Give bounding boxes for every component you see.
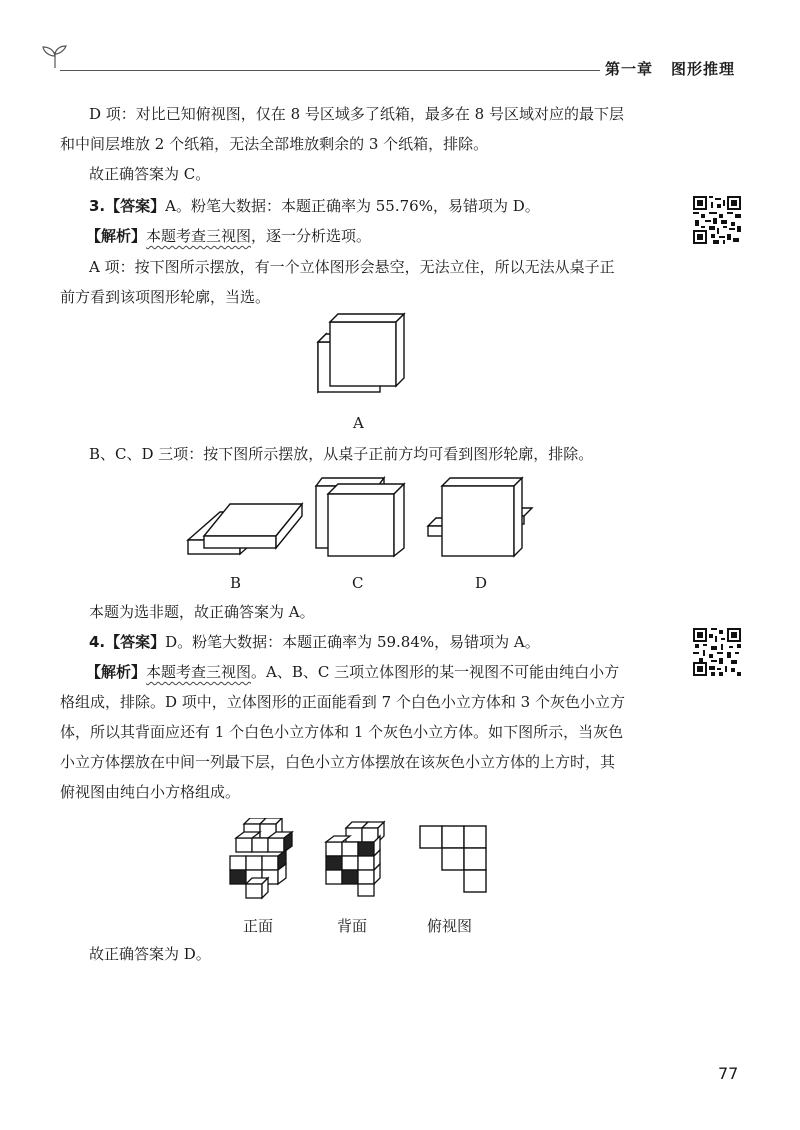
front-view-cubes [226,818,298,902]
chapter-title: 图形推理 [671,60,736,78]
text-line: 本题为选非题，故正确答案为 A。 [89,603,315,621]
qr-code-icon [693,628,741,676]
q4-analysis-keyphrase: 本题考查三视图 [146,663,252,681]
text-line: 小立方体摆放在中间一列最下层，白色小立方体摆放在该灰色小立方体的上方时，其 [60,753,616,771]
leaf-icon [40,44,70,70]
q4-analysis-tag: 【解析】 [86,663,147,681]
back-view-label: 背面 [337,917,368,935]
figure-a-label: A [353,414,364,432]
header-rule [60,70,600,71]
figure-a-diagram [310,312,410,408]
q4-analysis-line [86,662,619,682]
q3-analysis-keyphrase: 本题考查三视图 [146,227,252,245]
top-view-grid [418,824,490,894]
figure-b-diagram [184,494,310,560]
figure-d-diagram [424,476,536,560]
q3-answer-tag: 【答案】 [105,197,166,215]
q4-analysis-text: 。A、B、C 三项立体图形的某一视图不可能由纯白小方 [251,663,620,681]
text-line: 体，所以其背面应还有 1 个白色小立方体和 1 个灰色小立方体。如下图所示，当灰色 [60,723,624,741]
chapter-number: 第一章 [605,60,654,78]
q3-number: 3. [89,197,106,215]
figure-c-diagram [312,474,408,560]
q3-analysis-line [86,226,371,246]
q3-analysis-tag: 【解析】 [86,227,147,245]
figure-b-label: B [230,574,242,592]
figure-c-label: C [352,574,364,592]
q3-answer-line [89,196,540,216]
page-number: 77 [718,1064,739,1083]
text-line: 俯视图由纯白小方格组成。 [60,783,241,801]
q4-answer-tag: 【答案】 [105,633,166,651]
text-line: 和中间层堆放 2 个纸箱，无法全部堆放剩余的 3 个纸箱，排除。 [60,135,489,153]
text-line: 前方看到该项图形轮廓，当选。 [60,288,271,306]
text-line: 格组成，排除。D 项中，立体图形的正面能看到 7 个白色小立方体和 3 个灰色小立方 [60,693,625,711]
q4-answer-text: D。粉笔大数据：本题正确率为 59.84%，易错项为 A。 [165,633,540,651]
text-line: B、C、D 三项：按下图所示摆放，从桌子正前方均可看到图形轮廓，排除。 [89,445,594,463]
q4-answer-line [89,632,540,652]
front-view-label: 正面 [243,917,274,935]
qr-code-icon [693,196,741,244]
q3-answer-text: A。粉笔大数据：本题正确率为 55.76%，易错项为 D。 [165,197,540,215]
back-view-cubes [322,820,394,900]
chapter-heading [605,58,735,79]
figure-d-label: D [475,574,488,592]
text-line: A 项：按下图所示摆放，有一个立体图形会悬空，无法立住，所以无法从桌子正 [89,258,615,276]
top-view-label: 俯视图 [427,917,473,935]
q4-number: 4. [89,633,106,651]
text-line: 故正确答案为 D。 [89,945,211,963]
q3-analysis-text: ，逐一分析选项。 [251,227,372,245]
text-line: 故正确答案为 C。 [89,165,211,183]
text-line: D 项：对比已知俯视图，仅在 8 号区域多了纸箱，最多在 8 号区域对应的最下层 [89,105,624,123]
